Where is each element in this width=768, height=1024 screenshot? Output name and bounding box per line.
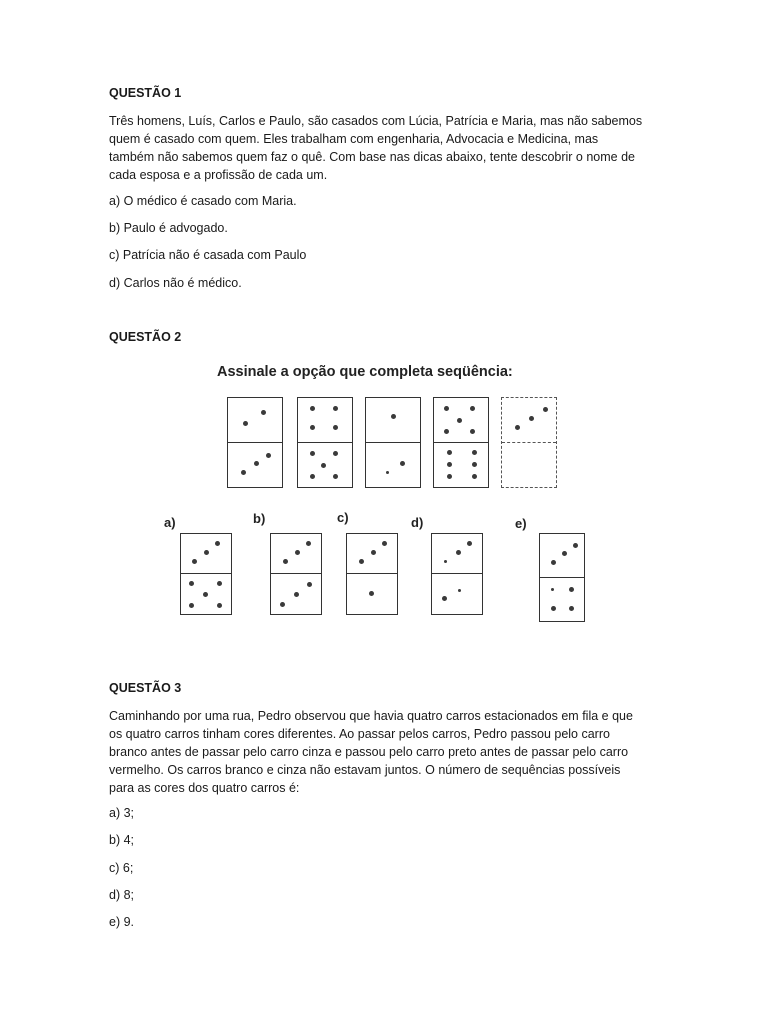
domino-pip [551, 606, 556, 611]
question-1-line: Três homens, Luís, Carlos e Paulo, são casados com Lúcia, Patrícia e Maria, mas não sabemos [109, 114, 643, 128]
domino-pip [543, 407, 548, 412]
domino-bottom-half [228, 443, 282, 488]
question-3-title: QUESTÃO 3 [109, 681, 182, 695]
question-3-option-c: c) 6; [109, 861, 134, 875]
answer-domino-d [431, 533, 483, 615]
domino-pip [203, 592, 208, 597]
answer-label-d: d) [411, 515, 424, 530]
domino-bottom-half [181, 574, 231, 614]
question-3-option-e: e) 9. [109, 915, 135, 929]
domino-pip [310, 406, 315, 411]
domino-pip [333, 425, 338, 430]
domino-pip [444, 429, 449, 434]
domino-pip [569, 606, 574, 611]
domino-pip [280, 602, 285, 607]
domino-pip [261, 410, 266, 415]
domino-pip [215, 541, 220, 546]
domino-pip [562, 551, 567, 556]
sequence-domino-3 [365, 397, 421, 488]
domino-pip [472, 450, 477, 455]
answer-domino-a [180, 533, 232, 615]
domino-pip [470, 406, 475, 411]
domino-pip [470, 429, 475, 434]
domino-pip [189, 603, 194, 608]
domino-pip [447, 450, 452, 455]
domino-pip [442, 596, 447, 601]
domino-top-half [540, 534, 584, 578]
domino-pip [472, 474, 477, 479]
domino-bottom-half [502, 443, 556, 488]
answer-label-b: b) [253, 511, 266, 526]
question-3-text [109, 707, 654, 797]
domino-pip [573, 543, 578, 548]
domino-pip [569, 587, 574, 592]
domino-pip [295, 550, 300, 555]
domino-pip [310, 451, 315, 456]
question-1-option-d: d) Carlos não é médico. [109, 276, 242, 290]
domino-pip [266, 453, 271, 458]
domino-bottom-half [366, 443, 420, 488]
domino-top-half [366, 398, 420, 443]
domino-top-half [502, 398, 556, 443]
domino-pip [294, 592, 299, 597]
question-2-title: QUESTÃO 2 [109, 330, 182, 344]
domino-bottom-half [347, 574, 397, 614]
answer-domino-e [539, 533, 585, 622]
domino-pip [359, 559, 364, 564]
domino-top-half [434, 398, 488, 443]
domino-pip [333, 474, 338, 479]
question-3-line: os quatro carros tinham cores diferentes. Ao passar pelos carros, Pedro passou pelo carro [109, 727, 610, 741]
domino-pip [189, 581, 194, 586]
domino-pip [241, 470, 246, 475]
domino-pip [472, 462, 477, 467]
domino-pip [551, 560, 556, 565]
answer-label-c: c) [337, 510, 349, 525]
domino-pip [458, 589, 461, 592]
sequence-domino-4 [433, 397, 489, 488]
domino-pip [217, 581, 222, 586]
answer-domino-c [346, 533, 398, 615]
domino-pip [333, 406, 338, 411]
domino-pip [551, 588, 554, 591]
domino-pip [456, 550, 461, 555]
figure-title: Assinale a opção que completa seqüência: [217, 364, 513, 380]
domino-top-half [228, 398, 282, 443]
domino-bottom-half [271, 574, 321, 614]
domino-pip [310, 474, 315, 479]
question-1-line: cada esposa e a profissão de cada um. [109, 168, 328, 182]
question-3-option-b: b) 4; [109, 833, 135, 847]
sequence-domino-1 [227, 397, 283, 488]
domino-top-half [347, 534, 397, 574]
question-1-line: também não sabemos quem faz o quê. Com base nas dicas abaixo, tente descobrir o nome de [109, 150, 635, 164]
domino-pip [369, 591, 374, 596]
domino-pip [371, 550, 376, 555]
domino-pip [310, 425, 315, 430]
domino-pip [400, 461, 405, 466]
domino-pip [192, 559, 197, 564]
domino-pip [467, 541, 472, 546]
domino-top-half [271, 534, 321, 574]
domino-pip [243, 421, 248, 426]
domino-pip [391, 414, 396, 419]
domino-pip [444, 560, 447, 563]
domino-pip [515, 425, 520, 430]
question-3-line: Caminhando por uma rua, Pedro observou que havia quatro carros estacionados em fila e que [109, 709, 633, 723]
domino-pip [447, 462, 452, 467]
question-3-line: para as cores dos quatro carros é: [109, 781, 300, 795]
answer-label-e: e) [515, 516, 527, 531]
domino-bottom-half [298, 443, 352, 488]
question-1-title: QUESTÃO 1 [109, 86, 182, 100]
question-1-text [109, 112, 654, 184]
answer-label-a: a) [164, 515, 176, 530]
domino-bottom-half [540, 578, 584, 622]
domino-pip [321, 463, 326, 468]
domino-pip [307, 582, 312, 587]
domino-top-half [432, 534, 482, 574]
question-1-line: quem é casado com quem. Eles trabalham com engenharia, Advocacia e Medicina, mas [109, 132, 599, 146]
domino-pip [333, 451, 338, 456]
domino-top-half [298, 398, 352, 443]
question-1-option-a: a) O médico é casado com Maria. [109, 194, 297, 208]
domino-pip [217, 603, 222, 608]
sequence-domino-missing [501, 397, 557, 488]
domino-pip [444, 406, 449, 411]
domino-pip [204, 550, 209, 555]
domino-bottom-half [432, 574, 482, 614]
question-3-option-d: d) 8; [109, 888, 135, 902]
question-3-line: vermelho. Os carros branco e cinza não estavam juntos. O número de sequências possíveis [109, 763, 621, 777]
domino-pip [382, 541, 387, 546]
question-1-option-c: c) Patrícia não é casada com Paulo [109, 248, 307, 262]
domino-pip [529, 416, 534, 421]
sequence-domino-2 [297, 397, 353, 488]
answer-domino-b [270, 533, 322, 615]
question-3-option-a: a) 3; [109, 806, 135, 820]
domino-pip [447, 474, 452, 479]
question-3-line: branco antes de passar pelo carro cinza e passou pelo carro preto antes de passar pelo carro [109, 745, 629, 759]
domino-pip [283, 559, 288, 564]
domino-pip [254, 461, 259, 466]
domino-pip [457, 418, 462, 423]
domino-bottom-half [434, 443, 488, 488]
domino-top-half [181, 534, 231, 574]
question-1-option-b: b) Paulo é advogado. [109, 221, 228, 235]
domino-pip [386, 471, 389, 474]
domino-pip [306, 541, 311, 546]
